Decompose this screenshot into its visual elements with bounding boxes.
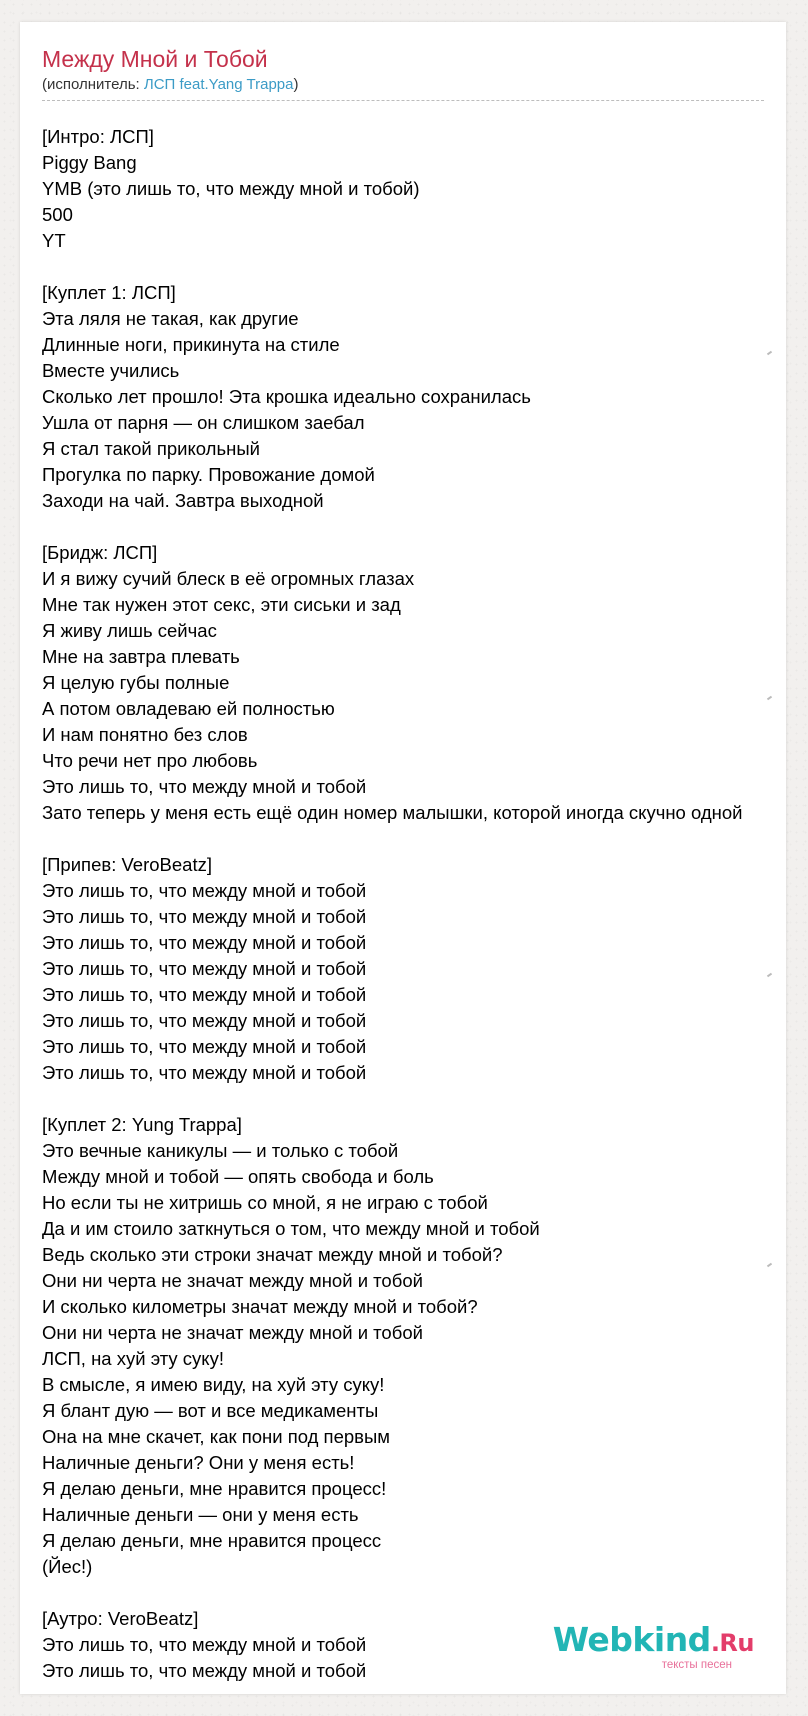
lyric-line: Это лишь то, что между мной и тобой — [42, 1036, 367, 1057]
lyric-line: Это лишь то, что между мной и тобой — [42, 932, 367, 953]
stanza-heading: [Интро: ЛСП] — [42, 126, 154, 147]
lyric-line: Между мной и тобой — опять свобода и боль — [42, 1166, 434, 1187]
lyric-line: Это лишь то, что между мной и тобой — [42, 1634, 367, 1655]
lyric-line: Это вечные каникулы — и только с тобой — [42, 1140, 399, 1161]
lyric-line: Это лишь то, что между мной и тобой — [42, 984, 367, 1005]
logo-tld: .Ru — [710, 1629, 754, 1657]
stanza-heading: [Припев: VeroBeatz] — [42, 854, 212, 875]
lyric-line: А потом овладеваю ей полностью — [42, 698, 335, 719]
lyric-line: Наличные деньги? Они у меня есть! — [42, 1452, 355, 1473]
lyrics-stanza — [42, 852, 786, 1086]
lyric-line: Я целую губы полные — [42, 672, 230, 693]
lyric-line: Piggy Bang — [42, 152, 137, 173]
lyric-line: Но если ты не хитришь со мной, я не играю с тобой — [42, 1192, 488, 1213]
lyrics-stanza — [42, 540, 786, 826]
stanza-heading: [Куплет 2: Yung Trappa] — [42, 1114, 242, 1135]
artist-link[interactable]: ЛСП feat.Yang Trappa — [143, 76, 294, 93]
song-title: Между Мной и Тобой — [42, 46, 268, 72]
lyric-line: YMB (это лишь то, что между мной и тобой) — [42, 178, 420, 199]
lyric-line: Я делаю деньги, мне нравится процесс — [42, 1530, 382, 1551]
lyric-line: Ведь сколько эти строки значат между мной и тобой? — [42, 1244, 503, 1265]
lyric-line: Я стал такой прикольный — [42, 438, 260, 459]
stanza-heading: [Бридж: ЛСП] — [42, 542, 158, 563]
stanza-heading: [Аутро: VeroBeatz] — [42, 1608, 199, 1629]
lyric-line: Это лишь то, что между мной и тобой — [42, 880, 367, 901]
lyric-line: Это лишь то, что между мной и тобой — [42, 1062, 367, 1083]
lyrics-text — [42, 124, 786, 1694]
lyric-line: Они ни черта не значат между мной и тобой — [42, 1322, 423, 1343]
lyric-line: Это лишь то, что между мной и тобой — [42, 906, 367, 927]
lyric-line: Что речи нет про любовь — [42, 750, 258, 771]
lyric-line: Эта ляля не такая, как другие — [42, 308, 299, 329]
lyric-line: Я блант дую — вот и все медикаменты — [42, 1400, 379, 1421]
lyric-line: Прогулка по парку. Провожание домой — [42, 464, 375, 485]
lyric-line: Да и им стоило заткнуться о том, что между мной и тобой — [42, 1218, 540, 1239]
lyric-line: Зато теперь у меня есть ещё один номер малышки, которой иногда скучно одной — [42, 802, 743, 823]
artist-prefix: (исполнитель: — [42, 76, 144, 93]
lyric-line: Мне на завтра плевать — [42, 646, 240, 667]
lyric-line: Заходи на чай. Завтра выходной — [42, 490, 324, 511]
logo-wordmark — [553, 1620, 754, 1663]
lyrics-stanza — [42, 280, 786, 514]
lyric-line: Я живу лишь сейчас — [42, 620, 217, 641]
lyric-line: ЛСП, на хуй эту суку! — [42, 1348, 224, 1369]
artist-suffix: ) — [293, 76, 299, 93]
song-header — [42, 44, 764, 101]
lyric-line: Они ни черта не значат между мной и тобой — [42, 1270, 423, 1291]
logo-word: Webkind — [552, 1620, 711, 1659]
lyric-line: И нам понятно без слов — [42, 724, 248, 745]
lyric-line: И я вижу сучий блеск в её огромных глазах — [42, 568, 415, 589]
lyric-line: Ушла от парня — он слишком заебал — [42, 412, 365, 433]
lyric-line: Наличные деньги — они у меня есть — [42, 1504, 359, 1525]
lyric-line: Она на мне скачет, как пони под первым — [42, 1426, 390, 1447]
lyric-line: Это лишь то, что между мной и тобой — [42, 1010, 367, 1031]
lyric-line: 500 — [42, 204, 73, 225]
lyric-line: Мне так нужен этот секс, эти сиськи и зад — [42, 594, 401, 615]
lyric-line: И сколько километры значат между мной и тобой? — [42, 1296, 478, 1317]
lyric-line: Это лишь то, что между мной и тобой — [42, 958, 367, 979]
lyric-line: YT — [42, 230, 66, 251]
lyric-line: В смысле, я имею виду, на хуй эту суку! — [42, 1374, 385, 1395]
lyric-line: Я делаю деньги, мне нравится процесс! — [42, 1478, 387, 1499]
lyric-line: Это лишь то, что между мной и тобой — [42, 776, 367, 797]
webkind-logo[interactable] — [552, 1620, 754, 1672]
lyric-line: Вместе учились — [42, 360, 180, 381]
lyric-line: Сколько лет прошло! Эта крошка идеально сохранилась — [42, 386, 531, 407]
lyrics-stanza — [42, 124, 786, 254]
stanza-heading: [Куплет 1: ЛСП] — [42, 282, 176, 303]
lyrics-card — [20, 22, 786, 1694]
artist-line — [42, 74, 764, 101]
logo-subtitle: тексты песен — [661, 1659, 732, 1671]
lyric-line: Это лишь то, что между мной и тобой — [42, 1660, 367, 1681]
lyric-line: Длинные ноги, прикинута на стиле — [42, 334, 340, 355]
lyric-line: (Йес!) — [42, 1556, 93, 1577]
lyrics-stanza — [42, 1112, 786, 1580]
